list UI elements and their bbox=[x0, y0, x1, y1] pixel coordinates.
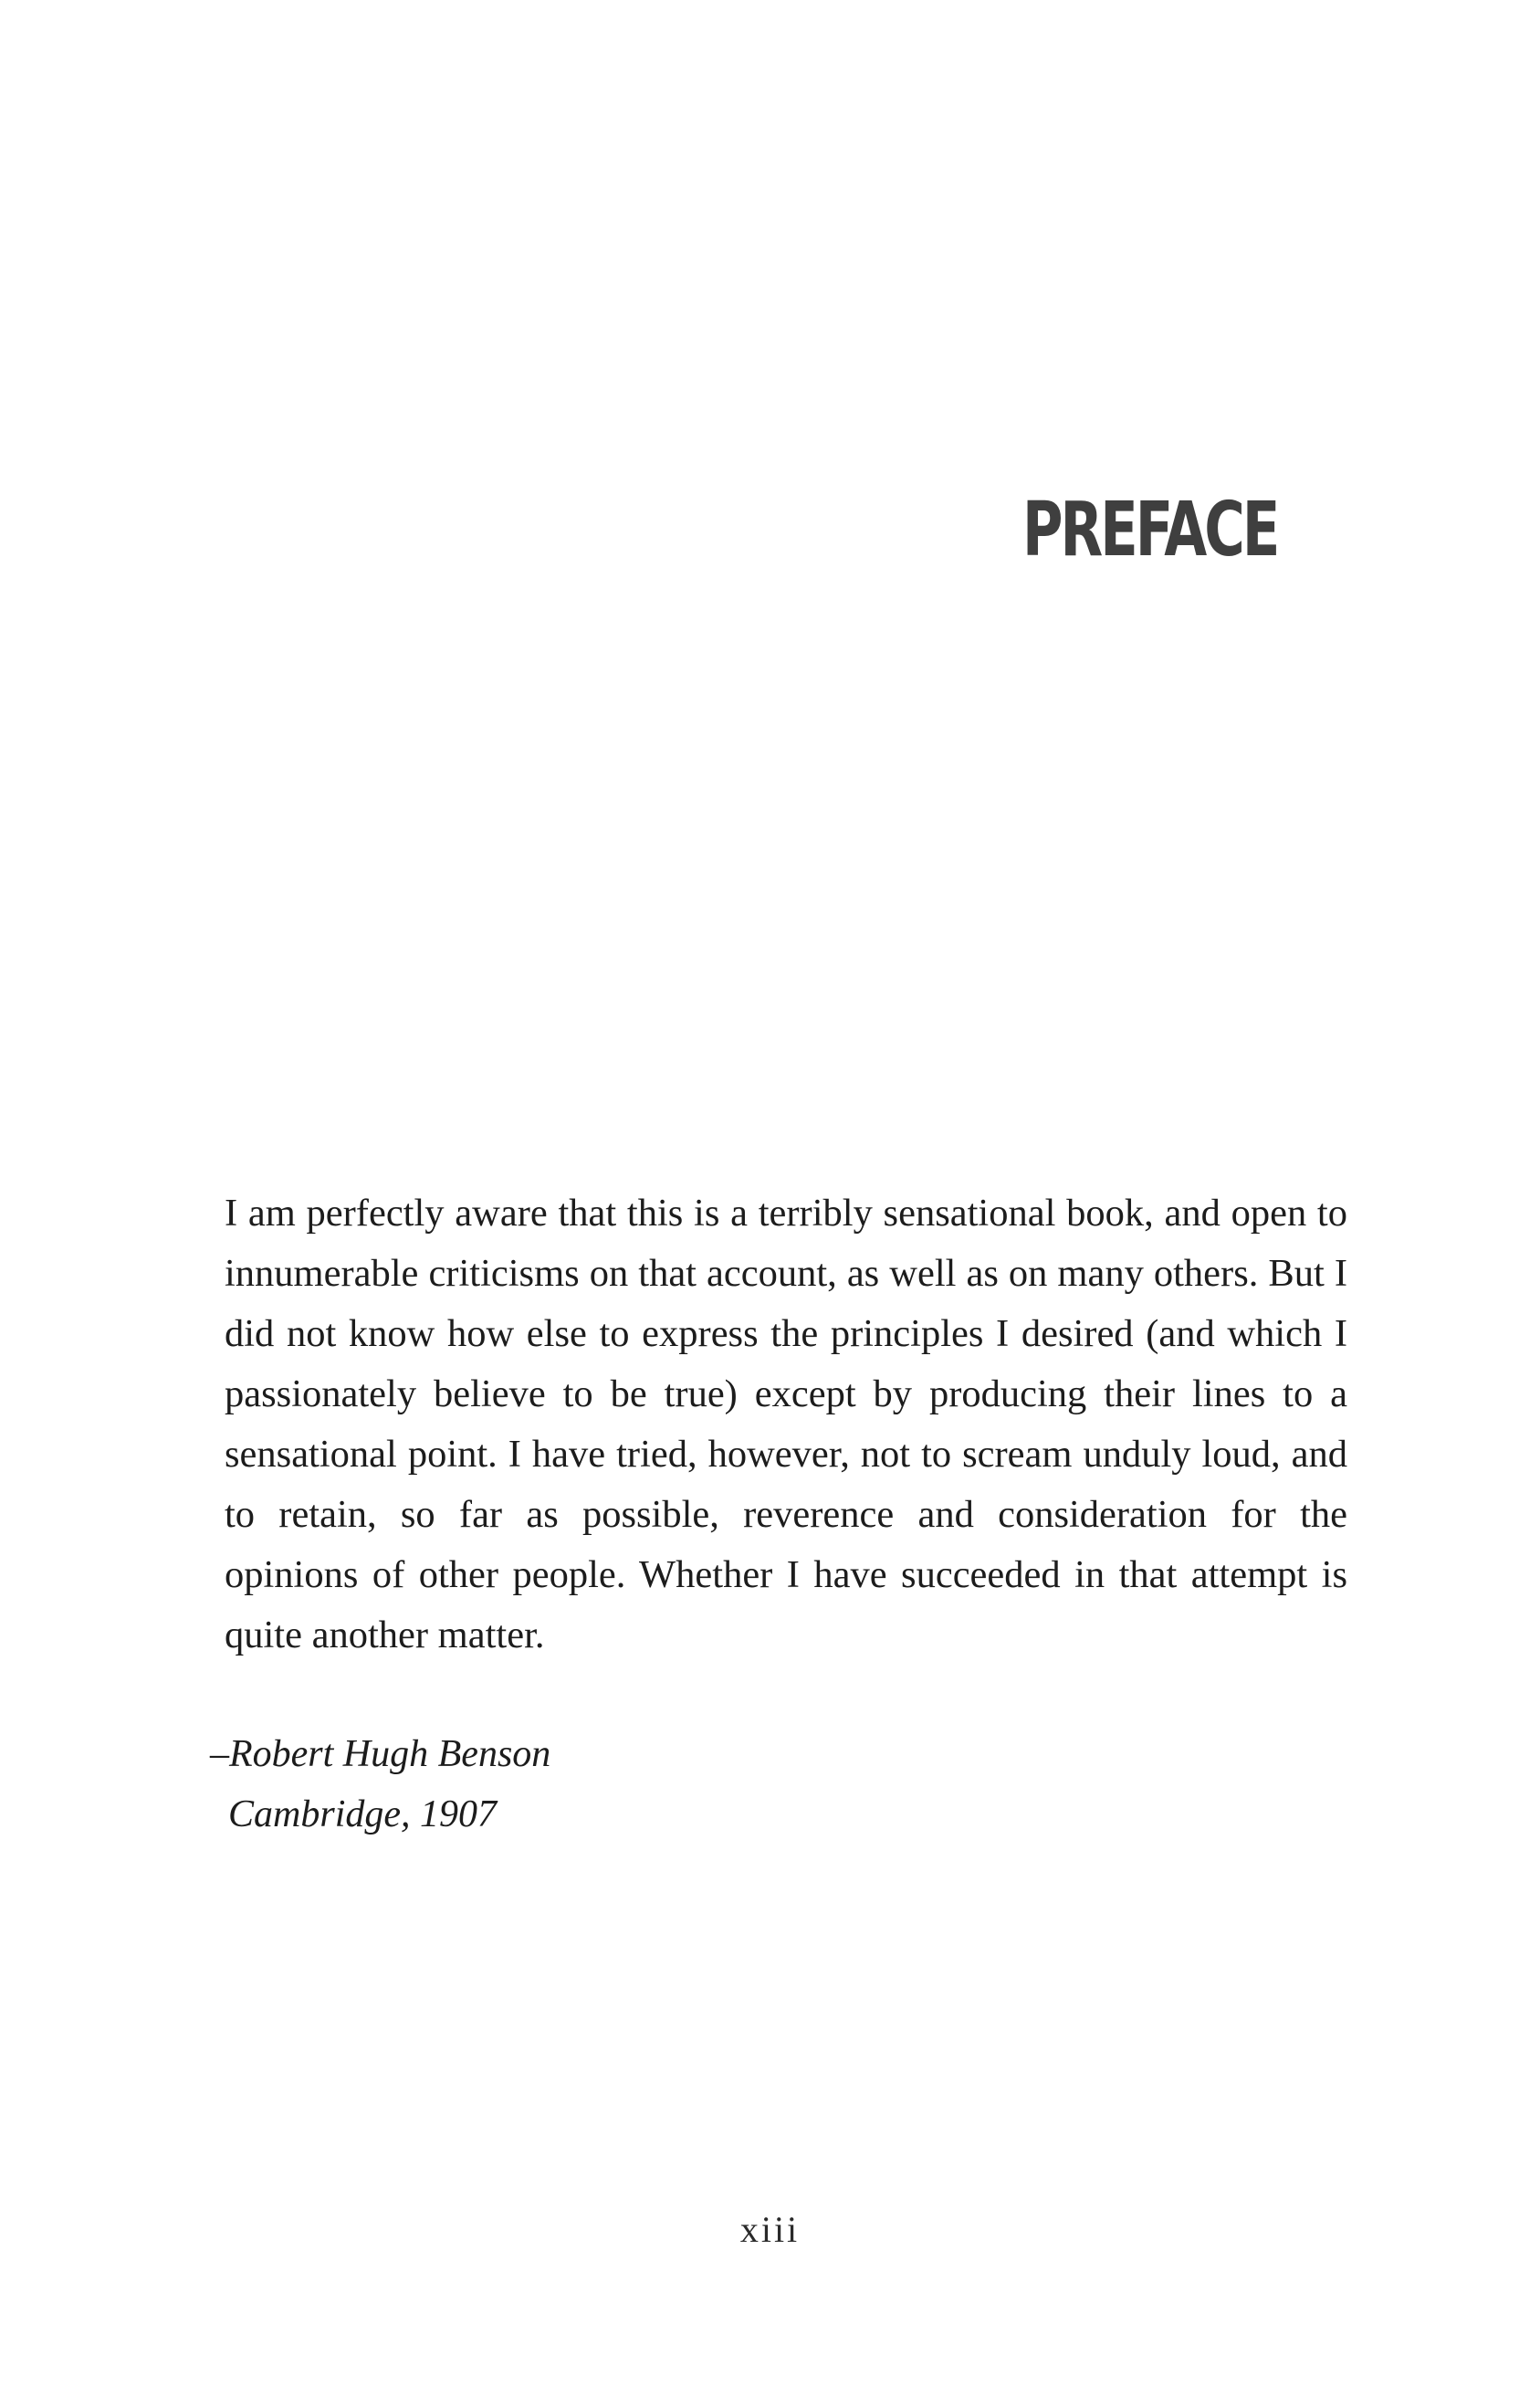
signature-block bbox=[210, 1724, 550, 1845]
chapter-title: PREFACE bbox=[1022, 487, 1278, 573]
signature-place-date: Cambridge, 1907 bbox=[228, 1793, 497, 1835]
preface-paragraph: I am perfectly aware that this is a terribly sensational book, and open to innumerable criticisms on that account, as well as on many others. But I did not know how else to express the principles I desired (and which I passionately believe to be true) except by producing their lines to a sensational point. I have tried, however, not to scream unduly loud, and to retain, so far as possible, reverence and consideration for the opinions of other people. Whether I have succeeded in that attempt is quite another matter. bbox=[225, 1192, 1347, 1656]
signature-author: –Robert Hugh Benson bbox=[210, 1733, 551, 1775]
page-number: xiii bbox=[739, 2209, 801, 2250]
